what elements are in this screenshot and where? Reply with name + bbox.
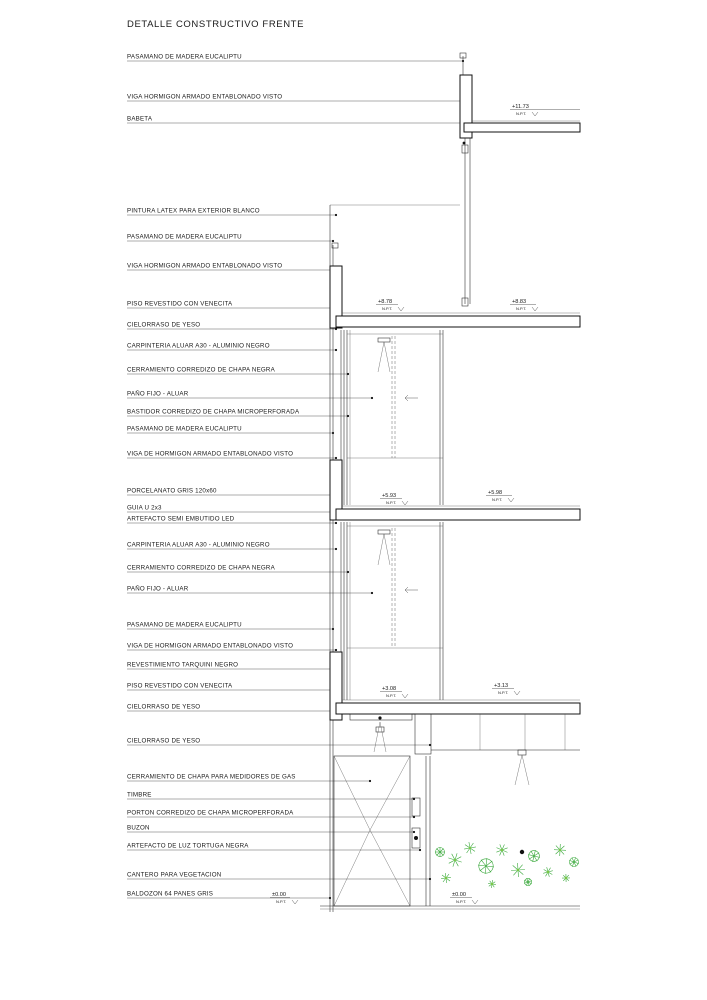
callout-label: PORTON CORREDIZO DE CHAPA MICROPERFORADA [127, 809, 294, 817]
ground-canopy [415, 714, 580, 785]
plant-icon [464, 842, 476, 854]
callout-dot [332, 240, 334, 242]
callout-label: ARTEFACTO DE LUZ TORTUGA NEGRA [127, 842, 249, 850]
callout-dot [335, 457, 337, 459]
callout-label: TIMBRE [127, 791, 152, 799]
callout-label: PORCELANATO GRIS 120x60 [127, 487, 217, 495]
plant-icon [562, 874, 570, 882]
callout-label: PISO REVESTIDO CON VENECITA [127, 682, 233, 690]
callout-label: CANTERO PARA VEGETACION [127, 871, 222, 879]
planter-vegetation [435, 842, 579, 888]
callout-label: BUZON [127, 824, 150, 832]
level-tag: N.P.T. [382, 306, 393, 311]
callout-label: CARPINTERIA ALUAR A30 - ALUMINIO NEGRO [127, 541, 270, 549]
callout-dot [419, 849, 421, 851]
callout-label: ARTEFACTO SEMI EMBUTIDO LED [127, 515, 235, 523]
callout-label: CERRAMIENTO CORREDIZO DE CHAPA NEGRA [127, 564, 275, 572]
callout-label: PASAMANO DE MADERA EUCALIPTU [127, 621, 242, 629]
glazing-level-2 [341, 522, 443, 700]
plant-icon [543, 867, 553, 877]
level-value: ±0.00 [272, 892, 286, 898]
callout-dot [335, 522, 337, 524]
level-marker [450, 892, 478, 904]
plant-icon [554, 844, 566, 856]
level-marker [486, 490, 514, 502]
callout-label: CIELORRASO DE YESO [127, 737, 201, 745]
level-marker [376, 299, 404, 311]
level-marker [510, 299, 538, 311]
level-marker [492, 683, 520, 695]
plant-icon [496, 844, 507, 855]
callout-label: BABETA [127, 115, 153, 123]
glazing-level-3 [341, 330, 443, 505]
callout-label: PAÑO FIJO - ALUAR [127, 390, 189, 398]
callout-label: VIGA DE HORMIGON ARMADO ENTABLONADO VISTO [127, 642, 294, 650]
callout-label: CIELORRASO DE YESO [127, 703, 201, 711]
level-markers [270, 104, 580, 904]
callout-label: PASAMANO DE MADERA EUCALIPTU [127, 425, 242, 433]
drawing-title: DETALLE CONSTRUCTIVO FRENTE [127, 19, 305, 30]
roof-parapet [460, 53, 580, 306]
level-tag: N.P.T. [492, 497, 503, 502]
callout-label: CIELORRASO DE YESO [127, 321, 201, 329]
level-tag: N.P.T. [276, 899, 287, 904]
callout-label: GUIA U 2x3 [127, 504, 162, 512]
level-value: +5.93 [382, 493, 397, 499]
callout-dot [371, 592, 373, 594]
plant-icon [569, 857, 578, 866]
ground-floor-gate [320, 756, 580, 909]
callout-label: VIGA DE HORMIGON ARMADO ENTABLONADO VISTO [127, 450, 294, 458]
level-value: +11.73 [512, 104, 529, 110]
level-value: +8.83 [512, 299, 527, 305]
callout-dot [369, 780, 371, 782]
slab-level-3 [336, 316, 580, 327]
plant-icon [448, 853, 461, 866]
callout-label: BALDOZON 64 PANES GRIS [127, 890, 214, 898]
callout-label: PINTURA LATEX PARA EXTERIOR BLANCO [127, 207, 260, 215]
callout-dot [335, 548, 337, 550]
level-value: ±0.00 [452, 892, 466, 898]
level-marker [510, 104, 580, 116]
level-value: +5.98 [488, 490, 503, 496]
slab-level-2 [336, 509, 580, 520]
plant-icon [435, 847, 445, 857]
doorbell-icon [412, 798, 420, 816]
level-tag: N.P.T. [498, 690, 509, 695]
level-marker [380, 493, 408, 505]
plant-icon [524, 878, 532, 886]
section-structure [320, 53, 580, 912]
callout-label: REVESTIMIENTO TARQUINI NEGRO [127, 661, 239, 669]
plant-icon [441, 873, 451, 883]
turtle-light-icon [520, 850, 524, 854]
level-value: +8.78 [378, 299, 393, 305]
callout-dot [335, 214, 337, 216]
floor-level-1 [330, 652, 580, 752]
level-tag: N.P.T. [516, 111, 527, 116]
level-tag: N.P.T. [386, 500, 397, 505]
floor-level-3 [330, 266, 580, 328]
level-tag: N.P.T. [386, 693, 397, 698]
callout-dot [371, 397, 373, 399]
plant-icon [528, 850, 540, 862]
level-tag: N.P.T. [516, 306, 527, 311]
callout-label: VIGA HORMIGON ARMADO ENTABLONADO VISTO [127, 93, 283, 101]
callout-dot [413, 831, 415, 833]
callout-dot [335, 649, 337, 651]
plant-icon [511, 863, 525, 877]
roof-slab [464, 123, 580, 132]
callout-label: PASAMANO DE MADERA EUCALIPTU [127, 233, 242, 241]
gate-panel [334, 756, 410, 906]
callout-label: VIGA HORMIGON ARMADO ENTABLONADO VISTO [127, 262, 283, 270]
level-value: +3.13 [494, 683, 509, 689]
callout-label: CERRAMIENTO DE CHAPA PARA MEDIDORES DE GAS [127, 773, 296, 781]
plant-icon [488, 880, 496, 888]
level-marker [380, 686, 408, 698]
callout-label: PISO REVESTIDO CON VENECITA [127, 300, 233, 308]
callout-label: CARPINTERIA ALUAR A30 - ALUMINIO NEGRO [127, 342, 270, 350]
callout-label: PASAMANO DE MADERA EUCALIPTU [127, 53, 242, 61]
callout-label: BASTIDOR CORREDIZO DE CHAPA MICROPERFORADA [127, 408, 300, 416]
level-value: +3.08 [382, 686, 397, 692]
callout-label: CERRAMIENTO CORREDIZO DE CHAPA NEGRA [127, 366, 275, 374]
slab-level-1 [336, 703, 580, 714]
plant-icon [478, 858, 494, 874]
callout-list [127, 54, 464, 900]
level-tag: N.P.T. [456, 899, 467, 904]
floor-level-2 [330, 460, 580, 520]
callout-dot [335, 349, 337, 351]
callout-label: PAÑO FIJO - ALUAR [127, 585, 189, 593]
